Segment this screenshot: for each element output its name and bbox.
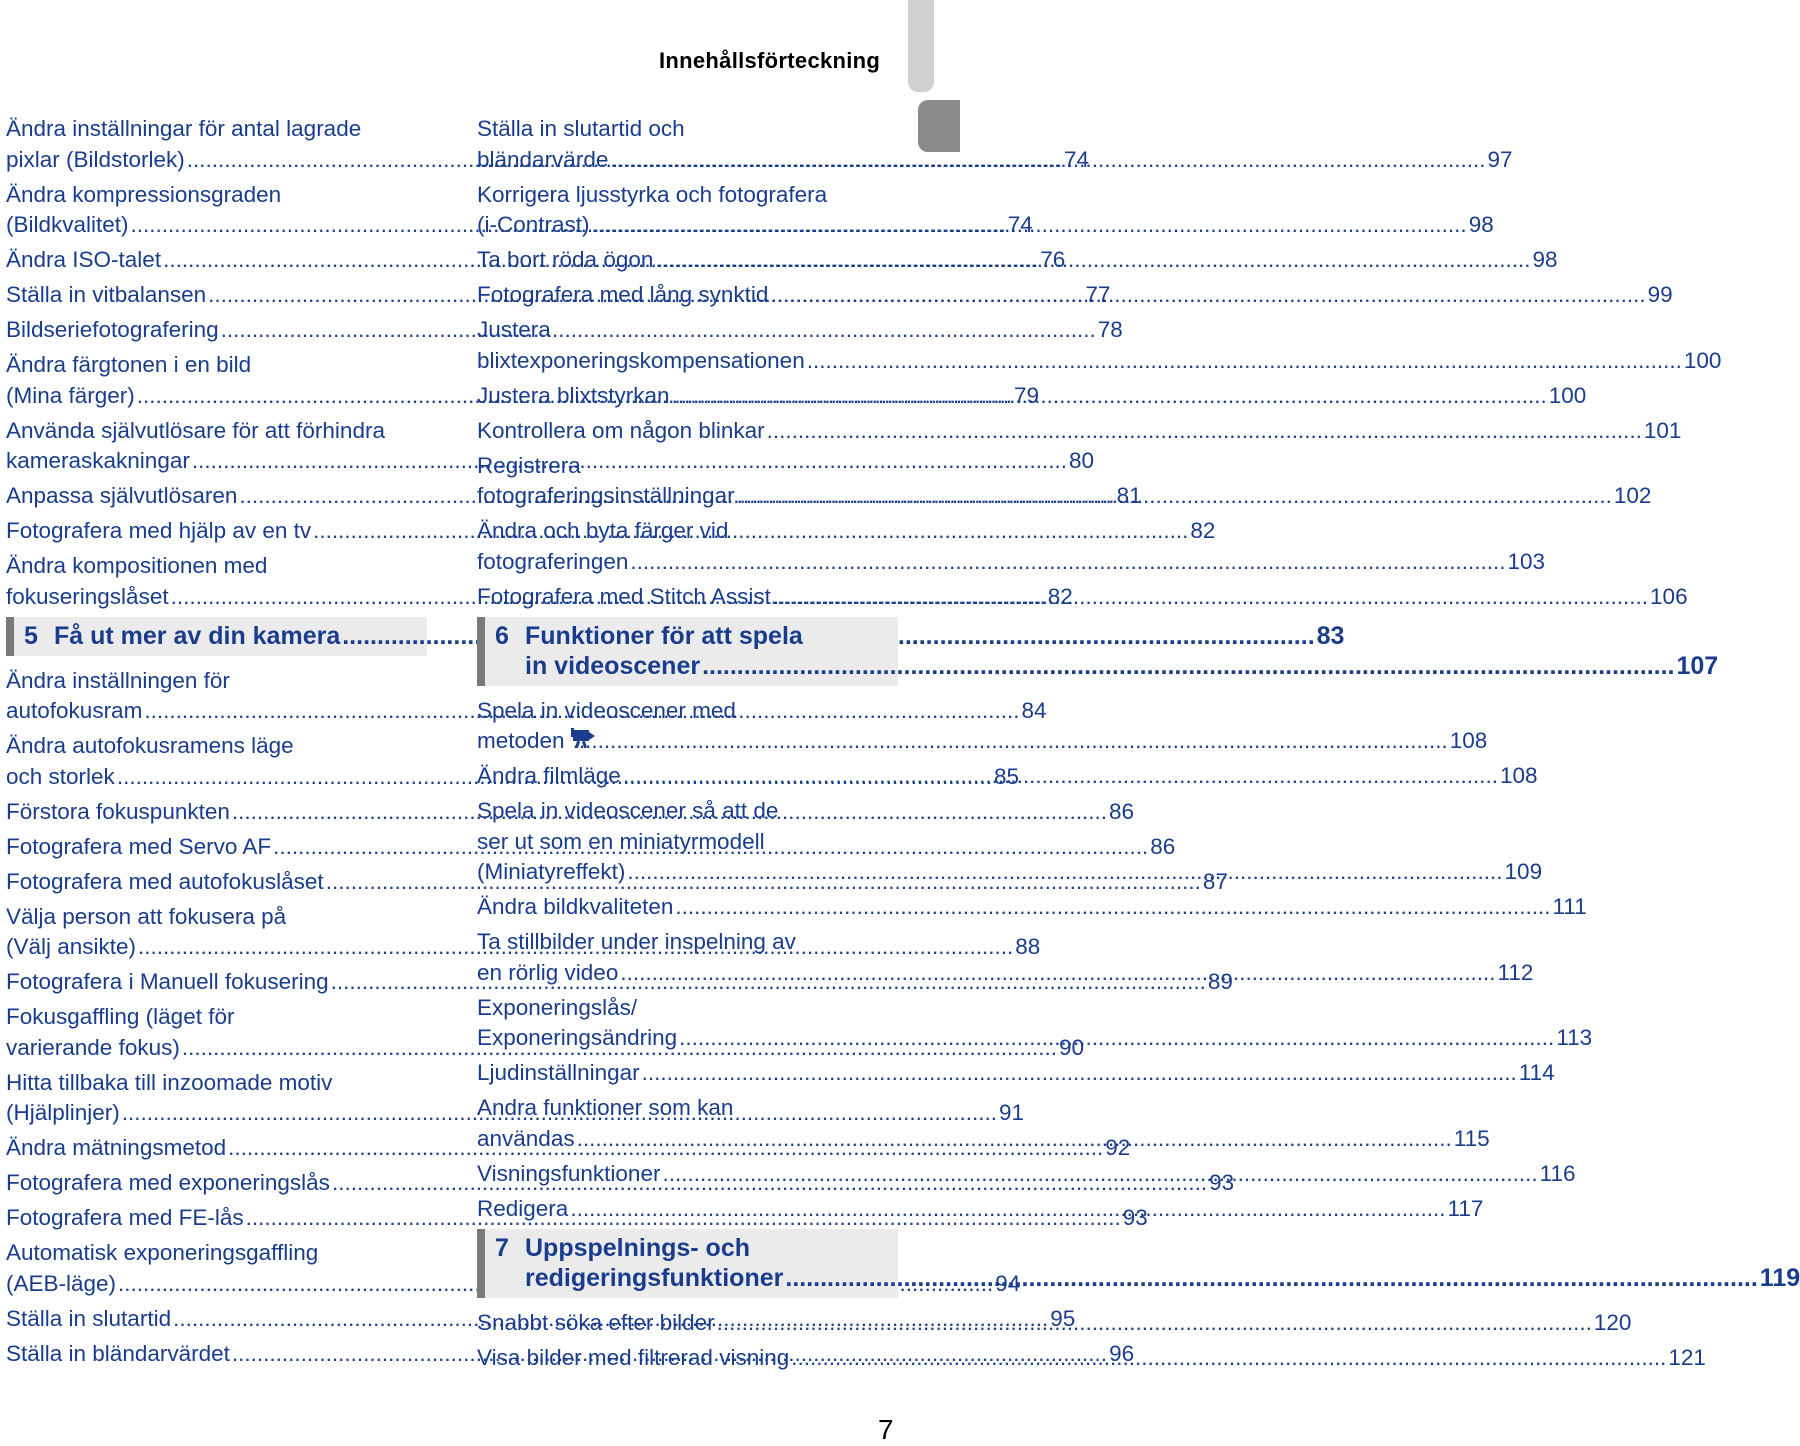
- page-ref: 78: [1097, 317, 1123, 342]
- page-ref: 74: [1063, 146, 1089, 172]
- toc-entry-text: Fotografera med autofokuslåset: [6, 868, 324, 894]
- page-ref: 109: [1504, 859, 1543, 884]
- dot-leader: [807, 346, 1682, 377]
- dot-leader: [642, 1058, 1517, 1089]
- dot-leader: [785, 1263, 1757, 1293]
- page-ref: 107: [1676, 651, 1719, 680]
- page-ref: 86: [1109, 798, 1135, 824]
- toc-entry-text: Ändra bildkvaliteten: [477, 894, 674, 919]
- toc-entry-text: Ändra ISO-talet: [6, 247, 162, 272]
- dot-leader: [573, 726, 1448, 757]
- page-ref: 117: [1447, 1195, 1484, 1221]
- toc-entry-text: Ljudinställningar: [477, 1060, 640, 1085]
- toc-entry-text: Kontrollera om någon blinkar: [477, 417, 765, 443]
- toc-entry[interactable]: [477, 1058, 1555, 1089]
- toc-entry-text: pixlar (Bildstorlek): [6, 146, 185, 172]
- toc-entry-text: metoden: [477, 728, 565, 753]
- toc-entry-text: Funktioner för att spela: [525, 621, 803, 650]
- dot-leader: [570, 1194, 1445, 1225]
- toc-entry-text: Registrera: [477, 452, 581, 478]
- chapter-text: [525, 1233, 1800, 1293]
- toc-entry-text: Få ut mer av din kamera: [54, 621, 341, 650]
- dot-leader: [737, 481, 1612, 512]
- toc-entry-text: Ändra mätningsmetod: [6, 1135, 227, 1160]
- page-ref: 85: [993, 763, 1020, 789]
- toc-entry-text: Ta bort röda ögon: [477, 247, 654, 272]
- page-ref: 82: [1190, 518, 1216, 543]
- toc-entry-text: blixtexponeringskompensationen: [477, 347, 805, 373]
- toc-entry-text: Justera blixtstyrkan: [477, 382, 670, 408]
- toc-entry-text: Ta stillbilder under inspelning av: [477, 929, 796, 954]
- page-ref: 77: [1085, 282, 1111, 307]
- toc-entry-text: Exponeringsändring: [477, 1025, 678, 1050]
- toc-entry-text: Uppspelnings- och: [525, 1233, 750, 1262]
- dot-leader: [702, 651, 1674, 681]
- page-ref: 101: [1643, 417, 1682, 443]
- chapter-number: 5: [24, 621, 38, 650]
- toc-entry-text: Fotografera med FE-lås: [6, 1205, 244, 1230]
- dot-leader: [672, 381, 1547, 412]
- page-ref: 108: [1449, 728, 1488, 753]
- dot-leader: [655, 245, 1530, 276]
- toc-entry-text: Fotografera i Manuell fokusering: [6, 969, 329, 994]
- page-ref: 100: [1683, 347, 1722, 373]
- dot-leader: [679, 1023, 1554, 1054]
- toc-entry-text: Justera: [477, 317, 551, 342]
- page-ref: 115: [1453, 1125, 1490, 1151]
- toc-entry-text: Ställa in vitbalansen: [6, 282, 207, 307]
- toc-entry-text: (Mina färger): [6, 382, 135, 408]
- dot-leader: [717, 1308, 1592, 1339]
- page-ref: 82: [1047, 583, 1073, 609]
- page-header-title: Innehållsförteckning: [659, 48, 881, 73]
- dot-leader: [773, 582, 1648, 613]
- dot-leader: [577, 1124, 1452, 1155]
- toc-entry-line: [477, 346, 1722, 377]
- page-ref: 99: [1647, 282, 1673, 307]
- page-ref: 100: [1548, 382, 1587, 408]
- toc-entry-line: [477, 1058, 1555, 1089]
- toc-entry-text: Visa bilder med filtrerad visning: [477, 1344, 790, 1370]
- toc-entry-text: autofokusram: [6, 698, 143, 723]
- toc-entry-text: kameraskakningar: [6, 448, 190, 473]
- toc-entry-text: Ändra och byta färger vid: [477, 518, 729, 543]
- page-ref: 119: [1759, 1263, 1800, 1292]
- toc-entry-text: Förstora fokuspunkten: [6, 798, 230, 824]
- toc-entry-line: [525, 1263, 1800, 1293]
- toc-entry-text: Anpassa självutlösaren: [6, 483, 238, 508]
- toc-entry-text: bländarvärde: [477, 146, 609, 172]
- chapter-number: 6: [495, 621, 509, 650]
- page-ref: 112: [1497, 959, 1534, 985]
- dot-leader: [770, 280, 1645, 311]
- page-ref: 108: [1500, 763, 1538, 788]
- chapter-text: [525, 621, 1718, 681]
- toc-entry-line: [477, 547, 1546, 578]
- toc-entry-text: Fotografera med hjälp av en tv: [6, 518, 312, 543]
- toc-entry-line: [477, 892, 1587, 923]
- toc-entry-line: [477, 416, 1682, 447]
- page-ref: 94: [995, 1270, 1021, 1296]
- toc-entry-text: fotograferingsinställningar: [477, 483, 735, 508]
- toc-entry-text: en rörlig video: [477, 959, 619, 985]
- page-ref: 95: [1050, 1305, 1076, 1331]
- page-ref: 83: [1316, 621, 1345, 650]
- page-ref: 79: [1013, 382, 1039, 408]
- toc-entry-text: Bildseriefotografering: [6, 317, 219, 342]
- page-ref: 98: [1532, 247, 1558, 272]
- toc-entry-text: Ställa in bländarvärdet: [6, 1340, 230, 1366]
- toc-entry-line: [525, 651, 1718, 681]
- toc-entry-text: (Hjälplinjer): [6, 1100, 120, 1125]
- dot-leader: [610, 145, 1485, 176]
- toc-entry-text: Andra funktioner som kan: [477, 1095, 734, 1120]
- page-ref: 121: [1668, 1344, 1706, 1370]
- page-ref: 90: [1059, 1034, 1085, 1060]
- toc-entry-text: Fotografera med lång synktid: [477, 282, 769, 307]
- toc-entry-text: (i-Contrast): [477, 212, 590, 237]
- toc-entry-text: Ändra filmläge: [477, 763, 621, 788]
- page-ref: 97: [1487, 146, 1513, 172]
- dot-leader: [623, 761, 1498, 792]
- page-ref: 76: [1040, 247, 1066, 272]
- page-ref: 96: [1109, 1340, 1135, 1366]
- toc-entry-text: användas: [477, 1125, 575, 1151]
- toc-entry-text: (AEB-läge): [6, 1270, 117, 1296]
- toc-entry-text: Använda självutlösare för att förhindra: [6, 417, 385, 443]
- toc-entry-text: Fotografera med exponeringslås: [6, 1170, 330, 1195]
- toc-entry-text: och storlek: [6, 763, 115, 789]
- page-ref: 87: [1202, 868, 1228, 894]
- toc-entry-text: redigeringsfunktioner: [525, 1263, 784, 1292]
- page-ref: 114: [1518, 1060, 1555, 1085]
- dot-leader: [675, 892, 1550, 923]
- page-ref: 81: [1116, 483, 1142, 508]
- toc-entry-text: fokuseringslåset: [6, 583, 169, 609]
- page-ref: 103: [1507, 548, 1546, 574]
- page-ref: 92: [1105, 1135, 1131, 1160]
- chapter-tab-marker: [908, 0, 934, 92]
- page-ref: 116: [1539, 1160, 1576, 1186]
- dot-leader: [627, 857, 1502, 888]
- dot-leader: [620, 958, 1495, 989]
- page-ref: 120: [1593, 1309, 1632, 1335]
- toc-entry-text: Ändra inställningar för antal lagrade: [6, 116, 362, 141]
- toc-entry[interactable]: [477, 892, 1587, 923]
- page-ref: 74: [1007, 212, 1033, 237]
- toc-entry-text: fotograferingen: [477, 548, 629, 574]
- toc-entry-text: Ändra kompositionen med: [6, 553, 268, 578]
- toc-entry-text: Exponeringslås/: [477, 994, 638, 1020]
- toc-entry-text: Ändra kompressionsgraden: [6, 181, 282, 207]
- toc-entry[interactable]: [477, 416, 1682, 447]
- toc-entry-text: (Bildkvalitet): [6, 212, 129, 237]
- toc-entry-text: (Välj ansikte): [6, 934, 137, 959]
- page-ref: 88: [1015, 934, 1041, 959]
- toc-entry-text: Snabbt söka efter bilder: [477, 1309, 715, 1335]
- dot-leader: [630, 547, 1505, 578]
- toc-entry-text: (Miniatyreffekt): [477, 859, 626, 884]
- chapter-number: 7: [495, 1233, 509, 1262]
- toc-entry-text: Fotografera med Stitch Assist: [477, 583, 771, 609]
- toc-entry-text: Fotografera med Servo AF: [6, 833, 272, 859]
- dot-leader: [791, 1343, 1666, 1374]
- page-ref: 89: [1207, 969, 1233, 994]
- page-ref: 98: [1468, 212, 1494, 237]
- page-ref: 93: [1122, 1205, 1148, 1230]
- page-ref: 80: [1069, 448, 1095, 473]
- toc-entry-text: Ändra inställningen för: [6, 667, 230, 693]
- toc-entry-text: Ställa in slutartid: [6, 1305, 172, 1331]
- page-ref: 86: [1150, 833, 1176, 859]
- toc-entry-line: [477, 726, 1488, 757]
- dot-leader: [767, 416, 1642, 447]
- toc-entry-text: in videoscener: [525, 651, 701, 680]
- page-number: 7: [878, 1414, 894, 1445]
- toc-entry-text: Automatisk exponeringsgaffling: [6, 1240, 319, 1265]
- page-ref: 106: [1650, 583, 1688, 609]
- page-ref: 91: [998, 1100, 1024, 1125]
- page-ref: 102: [1613, 483, 1652, 508]
- toc-entry-text: Visningsfunktioner: [477, 1160, 661, 1186]
- page-ref: 111: [1552, 894, 1587, 919]
- toc-entry-text: Ändra färgtonen i en bild: [6, 352, 252, 377]
- toc-entry-text: Hitta tillbaka till inzoomade motiv: [6, 1069, 333, 1095]
- page-ref: 113: [1556, 1025, 1593, 1050]
- toc-entry-text: Spela in videoscener med: [477, 697, 736, 723]
- page-ref: 93: [1209, 1170, 1235, 1195]
- toc-entry-text: Redigera: [477, 1195, 569, 1221]
- toc-entry-text: Ställa in slutartid och: [477, 116, 685, 141]
- dot-leader: [592, 210, 1467, 241]
- toc-entry-text: Ändra autofokusramens läge: [6, 733, 294, 758]
- toc-entry-text: Spela in videoscener så att de: [477, 798, 779, 823]
- toc-entry-text: Korrigera ljusstyrka och fotografera: [477, 181, 828, 207]
- toc-entry-text: Välja person att fokusera på: [6, 903, 287, 929]
- toc-entry-text: varierande fokus): [6, 1034, 180, 1060]
- page-ref: 84: [1021, 698, 1047, 723]
- toc-entry-text: Fokusgaffling (läget för: [6, 1004, 235, 1029]
- toc-entry-text: ser ut som en miniatyrmodell: [477, 828, 765, 854]
- dot-leader: [662, 1159, 1537, 1190]
